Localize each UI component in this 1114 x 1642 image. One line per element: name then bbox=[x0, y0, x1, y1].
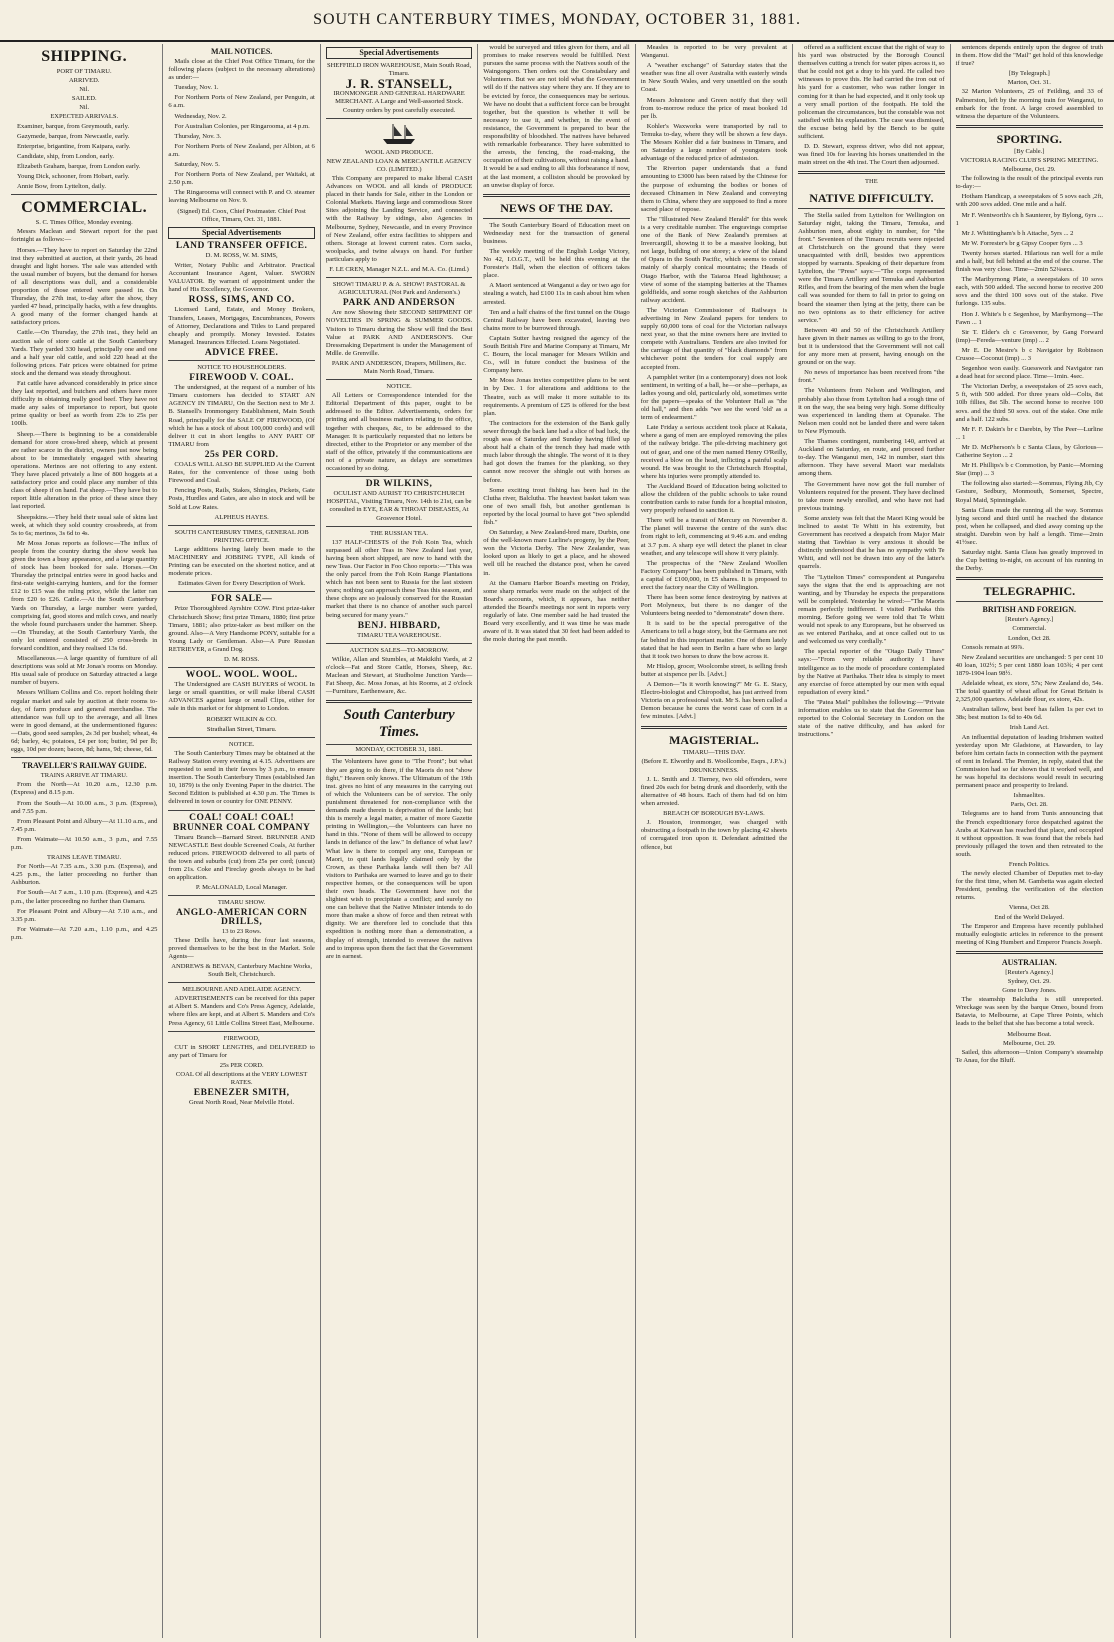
editorial-continued: would be surveyed and titles given for them, and all promises to make reserves would be fulfilled. Next pursues the same process with the Natives south of the Waingongoro. Then orders out the Constabulary and Volunteers. But we are not told what the Government will do if the natives stay where they are. If they are to be evicted by force, the consequences may be serious. We have no doubt that a sufficient force can be brought together, but the question is whether it will be necessary to use it, and whether, in the event of resistance, the Government is prepared to bear the responsibility of bloodshed. The natives have behaved with remarkable forbearance. They have submitted to the arrests, the fencing, the road-making, the occupation of their cultivations, without raising a hand. It would be a sad ending to all this forbearance if now, at the last moment, a collision should be provoked by an unwise display of force. bbox=[483, 44, 630, 189]
paragraph: From the South—At 10.00 a.m., 3 p.m. (Express), and 7.55 p.m. bbox=[11, 799, 158, 815]
paragraph: A Demon—"Is it worth knowing?" Mr G. E. Stacy, Electro-biologist and Chiropodist, has just arrived from Victoria on a professional visit. Mr S. has been called a Demon because he cures the worst case of corn in a few minutes. [Advt.] bbox=[640, 681, 788, 721]
divider bbox=[798, 171, 944, 174]
breach-heading: BREACH OF BOROUGH BY-LAWS. bbox=[663, 810, 765, 818]
paragraph: For Australian Colonies, per Ringarooma, at 4 p.m. bbox=[174, 122, 310, 130]
nz-loan-text: This Company are prepared to make liberal CASH Advances on WOOL and all kinds of PRODUCE placed in their hands for Sale, either in the London or Colonial Markets. Having large and commodious Store Sites adjoining the Landing Service, and connected with the Railway by sidings, also Agencies in Melbourne, Sydney, Newcastle, and in every Province of New Zealand, offer extra facilities to shippers and others. Storage at lowest current rates. Corn sacks, woolpacks, and twine always on hand. For further particulars apply to bbox=[325, 174, 473, 263]
divider bbox=[326, 379, 472, 380]
shipping-heading: SHIPPING. bbox=[41, 48, 128, 65]
railway-guide-heading: TRAVELLER'S RAILWAY GUIDE. bbox=[21, 761, 147, 771]
divider bbox=[956, 951, 1103, 954]
paragraph: Fat cattle have advanced considerably in price since they last reported, and butchers and others have more difficulty in obtaining really good beef. They have not made any sales of importance to report, but quote prime quality or beef as worth from 23s to 25s per 100lb. bbox=[11, 380, 158, 428]
firewood2-price: 25s PER CORD. bbox=[219, 1061, 264, 1069]
the-label: THE bbox=[865, 178, 878, 186]
by-cable: [By Cable.] bbox=[1014, 147, 1045, 155]
divider bbox=[641, 726, 787, 729]
hibbard-address: TIMARU TEA WAREHOUSE. bbox=[357, 631, 441, 639]
sporting-heading: SPORTING. bbox=[996, 131, 1062, 146]
ebenezer-address: Great North Road, Near Melville Hotel. bbox=[188, 1099, 295, 1107]
paragraph: The Thames contingent, numbering 140, arrived at Auckland on Saturday, en route, and proceed further to-day. The Wanganui men, 142 in number, start this afternoon. They have several Maori war medalists among them. bbox=[798, 438, 945, 478]
andrews-bevan: ANDREWS & BEVAN, Canterbury Machine Works, South Belt, Christchurch. bbox=[171, 963, 313, 979]
irish-land-heading: Irish Land Act. bbox=[1009, 724, 1049, 732]
paragraph: The following is the result of the principal events run to-day:— bbox=[955, 175, 1103, 191]
paragraph: The Auckland Board of Education being solicited to allow the children of the public schools to take round contribution cards to raise funds for a hospital mission, very properly refused to sanction it. bbox=[640, 482, 788, 515]
magisterial-continued: offered as a sufficient excuse that the right of way to his yard was obstructed by the Borough Council themselves cutting a trench for water pipes across it, so that he could not get a dray to his yard. He called two witnesses to prove this. He had carried the iron out of his yard for a customer, who was rather longer in coming for it than he had expected, and it only took up a very small portion of the footpath. He told the policeman the circumstances, but the constable was not satisfied with his explanation. The case was dismissed, the excuse being held by the Bench to be quite sufficient. bbox=[798, 44, 945, 141]
notice-text: The South Canterbury Times may be obtained at the Railway Station every evening at 4.15. Advertisers are requested to send in their favors by 3 p.m., to ensure insertion. The South Canterbury Times (established Jan 10, 1879) is the only Evening Paper in the district. The Second Edition is published at 4.30 p.m. The Times is delivered in town or country for ONE PENNY. bbox=[168, 749, 315, 806]
paper-nameplate: South Canterbury Times. bbox=[343, 707, 455, 741]
paragraph: Measles is reported to be very prevalent at Wanganui. bbox=[640, 44, 788, 60]
divider bbox=[11, 757, 157, 758]
advice-free: ADVICE FREE. bbox=[204, 347, 279, 358]
ross-firm-text: Licensed Land, Estate, and Money Brokers, Transfers, Leases, Mortgages, Encumbrances, Powers of Attorney, Declarations and Titles to Land prepared cheaply and promptly. Money Invested. Estates Managed. Insurances Effected. Loans Negotiated. bbox=[168, 306, 315, 346]
divider bbox=[326, 700, 472, 703]
paragraph: Sheepskins.—They held their usual sale of skins last week, at which they sold country crossbreds, at from 5s to 6s; merinos, 3s 6d to 4s. bbox=[11, 513, 158, 537]
paragraph: The South Canterbury Board of Education meet on Wednesday next for the transaction of general business. bbox=[483, 221, 630, 245]
paragraph: Adelaide wheat, ex store, 57s; New Zealand do, 54s. The total quantity of wheat afloat for Great Britain is 2,325,000 quarters. Adelaide flour, ex store, 42s. bbox=[955, 680, 1103, 704]
paragraph: Young Dick, schooner, from Hobart, early. bbox=[17, 173, 130, 181]
divider bbox=[168, 737, 314, 738]
paragraph: Consols remain at 99⅞. bbox=[961, 643, 1025, 651]
firewood-text: The undersigned, at the request of a number of his Timaru customers has decided to START AN AGENCY IN TIMARU, On the Section next to Mr J. B. Stansell's Ironmongery Establishment, Main South Road, principally for the SALE OF FIREWOOD, (Of which he has a stock of about 100,000 cords) and will deliver it cut in short lengths to ANY PART OF TIMARU from bbox=[168, 384, 315, 448]
vrc-heading: VICTORIA RACING CLUB'S SPRING MEETING. bbox=[960, 156, 1099, 164]
park-anderson-heading: PARK AND ANDERSON bbox=[342, 298, 456, 309]
divider bbox=[168, 360, 314, 361]
tea-text: 137 HALF-CHESTS of the Foh Koin Tea, which surpassed all other Teas in New Zealand last year, having been short shipped, are now to hand with the new Teas. Our Factor in Foo Choo reports:—"This was the only parcel from the Foh Koin Range Plantations which has not been sent to Russia for the last sixteen years; nothing can approach these Teas this season, and these chops are so jealously conserved for the Russian market that there is no chance of another such parcel being secured for many years." bbox=[325, 538, 473, 619]
by-telegraph: [By Telegraph.] bbox=[1008, 70, 1050, 78]
davy-jones-heading: Gone to Davy Jones. bbox=[1002, 987, 1057, 995]
columns bbox=[6, 44, 1108, 1638]
magisterial-text-2: J. Houston, ironmonger, was charged with obstructing a footpath in the town by placing 42 sheets of corrugated iron upon it. Defendant admitted the offence, but bbox=[640, 819, 788, 851]
paragraph: New Zealand securities are unchanged: 5 per cent 10 40 loan, 102½; 5 per cent 1880 loan 103¾; 4 per cent 1879-1904 loan 98½. bbox=[955, 653, 1103, 677]
wilkins-heading: DR WILKINS, bbox=[365, 479, 433, 490]
paragraph: From Pleasant Point and Albury—At 11.10 a.m., and 7.45 p.m. bbox=[11, 817, 158, 833]
divider bbox=[168, 667, 314, 668]
irish-text: An influential deputation of leading Irishmen waited yesterday upon Mr Gladstone, at Hawarden, to lay before him certain facts in connection with the payment of rent in Ireland. The Premier, in reply, stated that the Commission had so far shown that it worked well, and he was hopeful its decisions would result in securing permanent peace and prosperity to Ireland. bbox=[955, 733, 1103, 790]
divider bbox=[326, 526, 472, 527]
fencing-text: Fencing Posts, Rails, Stakes, Shingles, Pickets, Gate Posts, Hurdles and Gates, are also in stock and will be Sold at Low Rates. bbox=[168, 487, 315, 511]
paragraph: Mr D. McPherson's b c Santa Claus, by Glorious—Catherine Seyton ... 2 bbox=[955, 443, 1103, 460]
paragraph: For Waimate—At 7.20 a.m., 1.10 p.m., and 4.25 p.m. bbox=[11, 925, 158, 941]
marton-date: Marton, Oct. 31. bbox=[1007, 79, 1051, 87]
paragraph: Mr E. De Mestre's b c Navigator by Robinson Crusoe—Coconut (imp) ... 3 bbox=[955, 346, 1103, 362]
paragraph: Enterprise, brigantine, from Kaipara, early. bbox=[17, 142, 131, 150]
paragraph: Australian tallow, best beef has fallen 1s per cwt to 38s; best mutton 1s 6d to 40s 6d. bbox=[955, 706, 1103, 722]
ross-names: D. M. ROSS, W. M. SIMS, bbox=[205, 251, 278, 259]
paragraph: Late Friday a serious accident took place at Kakaia, where a gang of men are employed removing the piles of the railway bridge. The pile-driving machinery got out of gear, and one of the men named Henry O'Reilly, received a blow on the head, inflicting a painful scalp wound. He was brought to the Christchurch Hospital, where his injuries were promptly attended to. bbox=[640, 424, 788, 480]
end-world-heading: End of the World Delayed. bbox=[994, 913, 1065, 921]
paragraph: Segenhoe won easily. Guesswork and Navigator ran a dead heat for second place. Time—1min. 4sec. bbox=[955, 365, 1103, 381]
divider bbox=[483, 218, 629, 219]
paragraph: Examiner, barque, from Greymouth, early. bbox=[17, 122, 130, 130]
paragraph: Mr J. Whittingham's b h Attache, 5yrs ... 2 bbox=[961, 229, 1074, 237]
paragraph: Twenty horses started. Hilarious ran well for a mile and a half, but fell behind at the end of the course. The finish was very close. Time—2min 52¼secs. bbox=[955, 249, 1103, 274]
divider bbox=[168, 525, 314, 526]
wool-produce-heading: WOOL AND PRODUCE. bbox=[364, 148, 434, 156]
divider bbox=[168, 810, 314, 811]
commercial-text bbox=[11, 228, 157, 754]
wilkin-name: ROBERT WILKIN & CO. bbox=[206, 715, 277, 723]
divider bbox=[956, 601, 1103, 602]
paragraph: On Saturday, a New Zealand-bred mare, Durbin, one of the well-known mare Lurline's progeny, by the Peer, won the Victoria Derby. The New Zealander, was looked upon as likely to get a place, and he showed well till he reached the distance post, when he caved in. bbox=[483, 529, 630, 577]
paragraph: Miscellaneous.—A large quantity of furniture of all descriptions was sold at Mr Jonas's rooms on Monday. His usual sale of produce on Saturday attracted a large number of buyers. bbox=[11, 655, 158, 687]
wool-heading: WOOL. WOOL. WOOL. bbox=[185, 670, 298, 681]
divider bbox=[11, 194, 157, 195]
mail-signature: (Signed) Ed. Coox, Chief Postmaster. Chief Post Office, Timaru, Oct. 31, 1881. bbox=[177, 207, 306, 223]
paragraph: Mr F. Wentworth's ch h Saunterer, by Bylong, 6yrs ... 1 bbox=[955, 211, 1103, 227]
coal-rates: COAL Of all descriptions at the VERY LOWEST RATES. bbox=[175, 1071, 308, 1087]
news-items bbox=[641, 44, 787, 722]
show-heading: SHOW! TIMARU P. & A. SHOW! PASTORAL & AGRICULTURAL (Not Park and Anderson's.) bbox=[332, 281, 466, 297]
wool-text: The Undersigned are CASH BUYERS of WOOL In large or small quantities, or will make liberal CASH ADVANCES against large or small Clips, either for sale in this market or for shipment to London. bbox=[168, 681, 315, 713]
paragraph: Mr W. Forrester's br g Gipsy Cooper 6yrs ... 3 bbox=[961, 239, 1083, 247]
paragraph: No news of importance has been received from "the front." bbox=[798, 369, 945, 385]
paragraph: A Maori sentenced at Wanganui a day or two ago for stealing a watch, had £100 11s in cash about him when arrested. bbox=[483, 282, 630, 306]
stansell-text: IRONMONGER AND GENERAL HARDWARE MERCHANT. A Large and Well-assorted Stock. Country orders by post carefully executed. bbox=[333, 90, 465, 114]
marton-text: 32 Marton Volunteers, 25 of Feilding, and 33 of Palmerston, left by the morning train for Wanganui, to embark for the front. A large crowd assembled to witness the departure of the Volunteers. bbox=[955, 88, 1103, 120]
sailed-nil: Nil. bbox=[79, 104, 90, 112]
macdonald: P. McALONALD, Local Manager. bbox=[195, 884, 288, 892]
paragraph: It is said to be the special prerogative of the Americans to tell a huge story, but the Germans are not far behind in this important matter. One of them lately stated that he had seen in Berlin a hare who so large that it took two horses to draw the bow across it. bbox=[640, 620, 788, 660]
notice-heading: NOTICE. bbox=[386, 383, 412, 391]
column-2 bbox=[163, 44, 320, 1638]
column-4 bbox=[478, 44, 635, 1638]
ross-text: Writer, Notary Public and Arbitrator. Practical Accountant Insurance Agent, Valuer. SWORN VALUATOR. By warrant of appointment under the hand of His Excellency, the Governor. bbox=[168, 261, 315, 294]
native-difficulty-heading: NATIVE DIFFICULTY. bbox=[809, 190, 934, 205]
firewood-heading: FIREWOOD V. COAL. bbox=[189, 373, 294, 384]
paragraph: The Ringarooma will connect with P. and O. steamer leaving Melbourne on Nov. 9. bbox=[168, 189, 315, 205]
editorial-text: The Volunteers have gone to "The Front"; but what they are going to do there, if the Maoris do not "show fight," Heaven only knows. The Ultimatum of the 19th inst. gives no hint of any measures in the carrying out of which the Volunteers can be of service. The only punishment threatened for non-compliance with the demands made therein is deprivation of the lands; but this is merely a legal matter, a matter of more Gazette printing in Wellington,—the Volunteers can have no hand in this. "None of them will be allowed to occupy lands in defiance of the law." In defiance of what law? What law is there to compel any one, European or Maori, to quit lands legally claimed only by the Crown, as these Parihaka lands will then be? All visitors to Parihaka are warned to leave and go to their respective homes, or the consequences will be upon their own heads. The Government have not the slightest wish to precipitate a conflict; and surely no one can believe that the Native Minister intends to do more than make a show of force and then retreat with dignity. We are therefore led to conclude that this expedition is nothing more than a demonstration, a display of strength, intended to overawe the natives and to impress upon them the fact that the Government are in earnest. bbox=[325, 758, 473, 960]
commercial-heading: Commercial. bbox=[1012, 625, 1047, 633]
paragraph: Saturday, Nov. 5. bbox=[174, 161, 220, 169]
divider bbox=[798, 208, 944, 209]
paragraph: Mr Moss Jonas reports as follows:—The influx of people from the country during the show week has given the town a busy appearance, and a large quantity of stock has been booked for sale. Horses.—On Thursday the principal entries were in good hacks and first-rate weight-carrying hunters, and for the former £12 to £15 was the ruling price, while the latter ran from £20 to £26. Cattle.—At the South Canterbury Yards on Thursday, a large number were yarded, comprising fat, good stores and milch cows, and nearly the whole found purchasers under the hammer. Sheep.—On Thursday, at the South Canterbury Yards, the only lot entered consisted of 250 cross-breds in forward condition, and they realised 13s 6d. bbox=[11, 539, 158, 652]
paragraph: For North—At 7.35 a.m., 3.30 p.m. (Express), and 4.25 p.m., the latter proceeding no further than Ashburton. bbox=[11, 863, 158, 887]
commercial-text bbox=[956, 644, 1103, 723]
auction-heading: AUCTION SALES—TO-MORROW. bbox=[349, 646, 449, 654]
paragraph: The weekly meeting of the English Lodge Victory, No 42, I.O.G.T., will be held this evening at the Forester's Hall, when the election of officers takes place. bbox=[483, 247, 630, 280]
end-world-text: The Emperor and Empress have recently published mutually eulogistic articles in reference to the present meeting of King Humbert and Emperor Francis Joseph. bbox=[955, 922, 1103, 946]
column-1 bbox=[6, 44, 163, 1638]
paragraph: For Northern Ports of New Zealand, per Penguin, at 6 a.m. bbox=[168, 94, 315, 110]
french-politics-heading: French Politics. bbox=[1008, 860, 1050, 868]
job-text: Large additions having lately been made to the MACHINERY and JOBBING TYPE, All kinds of Printing can be executed on the shortest notice, and at moderate prices. bbox=[168, 545, 315, 578]
magisterial-before: (Before E. Elworthy and B. Woollcombe, Esqrs., J.P.'s.) bbox=[641, 757, 787, 765]
masthead: SOUTH CANTERBURY TIMES, MONDAY, OCTOBER 31, 1881. bbox=[0, 0, 1114, 42]
drunkenness-heading: DRUNKENNESS. bbox=[689, 766, 739, 774]
le-cren: F. LE CREN, Manager N.Z.L. and M.A. Co. (Limd.) bbox=[329, 265, 469, 273]
wilkins-text: OCULIST AND AURIST TO CHRISTCHURCH HOSPITAL, Visiting Timaru, Nov. 14th to 21st, can be consulted in EYE, EAR & THROAT DISEASES, At Grosvenor Hotel. bbox=[326, 490, 472, 522]
expected-heading: EXPECTED ARRIVALS. bbox=[50, 113, 119, 121]
paragraph: Kohler's Waxworks were transported by rail to Temuka to-day, where they will be shown a few days. The Messrs Kohler did a fair business in Timaru, and on Saturday a large number of youngsters took advantage of the reduced price of admission. bbox=[640, 122, 788, 163]
paragraph: Ten and a half chains of the first tunnel on the Otago Central Railway have been excavated, leaving two chains more to be burrowed through. bbox=[483, 308, 630, 332]
paragraph: Hon J. White's b c Segenhoe, by Maribyrnong—The Fawn ... 1 bbox=[955, 310, 1103, 326]
notice-heading: NOTICE. bbox=[228, 740, 255, 748]
column-5 bbox=[636, 44, 793, 1638]
stansell-heading: J. R. STANSELL, bbox=[345, 76, 453, 92]
nz-loan-heading: NEW ZEALAND LOAN & MERCANTILE AGENCY CO. (LIMITED.) bbox=[326, 157, 472, 173]
arrived-nil: Nil. bbox=[79, 86, 90, 94]
paragraph: Candidate, ship, from London, early. bbox=[17, 152, 114, 160]
paragraph: The Victorian Commissioner of Railways is advertising in New Zealand papers for tenders to supply 60,000 tons of coal for the Victorian railways next year, so that the mine owners here are invited to compete with Australians. Tenders are also invited for the carriage of that quantity of "black diamonds" from whichever point the tenders for coal supply are accepted from. bbox=[640, 306, 788, 371]
divider bbox=[168, 982, 314, 983]
land-transfer-heading: LAND TRANSFER OFFICE. bbox=[175, 240, 308, 251]
paragraph: Tuesday, Nov. 1. bbox=[174, 84, 219, 92]
paragraph: A pamphlet writer (in a contemporary) does not look sentiment, in writing of a ball, he—or she—perhaps, as ladies young and old, particularly old, sometimes write for the papers—speaks of the Volunteer Hall as "the old hall," and then adds "we see the word 'old' as a term of endearment." bbox=[640, 373, 788, 422]
divider bbox=[326, 476, 472, 477]
paragraph: For Northern Ports of New Zealand, per Waitaki, at 2.50 p.m. bbox=[168, 171, 315, 187]
paragraph: Wednesday, Nov. 2. bbox=[174, 112, 227, 120]
paragraph: The following also started:—Sommus, Flying Jib, Cy Gesture, Sedbury, Monmouth, Somerset, Spectre, Royal Maid, Spinningdale. bbox=[955, 480, 1103, 504]
paragraph: At the Oamaru Harbor Board's meeting on Friday, some sharp remarks were made on the subject of the Board's accounts, which, it appears, has neither attended the Board's meetings nor sent in reports very regularly of late. One member said he had trusted the Board very excellently, and it was time he was made aware of it. It was stated that 30 feet had been added to the mole during the past month. bbox=[483, 579, 630, 644]
paragraph: Messrs William Collins and Co. report holding their regular market and sale by auction at their rooms to-day, of farm produce and general merchandise. The attendance was full up to the average, and all lines were in good demand, at the undermentioned figures:—Oats, good seed samples, 2s 3d per bushel; wheat, 4s 6d; barley, 4s; potatoes, £4 per ton; butter, 9d per lb; eggs, 10d per dozen; bacon, 8d; hams, 9d; cheese, 6d. bbox=[11, 689, 158, 754]
commercial-heading: COMMERCIAL. bbox=[21, 199, 148, 217]
paragraph: The Maribyrnong Plate, a sweepstakes of 10 sovs each, with 500 added. The second horse to receive 200 sovs and the third 100 sovs out of the stake. Five furlongs. 135 subs. bbox=[955, 276, 1103, 308]
divider bbox=[326, 277, 472, 278]
estimates-line: Estimates Given for Every Description of Work. bbox=[177, 580, 306, 588]
paragraph: Captain Sutter having resigned the agency of the South British Fire and Marine Company at Timaru, Mr C. Bourn, the local manager for Messrs Wilkin and Co., will in future conduct the business of the Company here. bbox=[483, 334, 630, 375]
divider bbox=[168, 895, 314, 896]
paragraph: The prospectus of the "New Zealand Woollen Factory Company" has been published in Timaru, with a capital of £100,000, in £5 shares. It is proposed to erect the factory near the City of Wellington. bbox=[640, 559, 788, 591]
alpheus-hayes: ALPHEUS HAYES. bbox=[214, 513, 269, 521]
paris-date: Paris, Oct. 28. bbox=[1010, 801, 1048, 809]
paragraph: The "Patea Mail" publishes the following:—"Private information enables us to state that the Governor has reported to the Colonial Secretary in London on the state of the native difficulty, and has asked for instructions." bbox=[798, 698, 945, 739]
paragraph: The contractors for the extension of the Bank gully sewer through the back lane had a slice of bad luck, the rough seas of Saturday and Sunday having filled up about half a chain of the trench they had made with much labor through the shingle. The worst of it is they had got down the frames for the planking, so they cannot now recover the shingle out with horses as before. bbox=[483, 419, 630, 484]
ishmaelites-text: Telegrams are to hand from Tunis announcing that the French expeditionary force despatched against the Arabs at Kairwan has reached that place, and occupied it without opposition. It was found that the rebels had previously pillaged the town and then retreated to the south. bbox=[955, 810, 1103, 858]
melbourne-text: ADVERTISEMENTS can be received for this paper at Albert S. Manders and Co's Press Agency, Adelaide, where files are kept, and at Albert S. Manders and Co's Press Agency, 61 Little Collins Street East, Melbourne. bbox=[168, 995, 315, 1027]
leave-list bbox=[11, 863, 157, 942]
magisterial-heading: MAGISTERIAL. bbox=[669, 732, 759, 747]
sydney-date: Sydney, Oct. 29. bbox=[1007, 978, 1051, 985]
magisterial-text-1: J. L. Smith and J. Tierney, two old offenders, were fined 20s each for being drunk and disorderly, with the alternative of 48 hours. Each of them had 6d on him when arrested. bbox=[640, 775, 788, 808]
sporting-text bbox=[956, 175, 1103, 573]
telegraphic-heading: TELEGRAPHIC. bbox=[983, 584, 1076, 599]
paragraph: Mr F. F. Dakin's br c Darebin, by The Peer—Lurline ... 1 bbox=[955, 425, 1103, 441]
paragraph: Some anxiety was felt that the Maori King would be inclined to assist Te Whiti in his extremity, but Government has received a despatch from Major Mair stating that Tawhiao is very anxious it should be distinctly understood that he has no sympathy with Te Whiti, and will not be drawn into any of the latter's quarrels. bbox=[798, 514, 945, 571]
melbourne-agency: MELBOURNE AND ADELAIDE AGENCY. bbox=[182, 986, 302, 994]
firewood2-heading: FIREWOOD, bbox=[223, 1034, 260, 1042]
paragraph: Some exciting trout fishing has been had in the Clutha river, Balclutha. The heaviest basket taken was one of two small fish, but another gentleman is reported by the local journal to have got "two splendid fish." bbox=[483, 486, 630, 526]
for-sale-heading: FOR SALE— bbox=[211, 594, 273, 605]
for-sale-text: Prize Thoroughbred Ayrshire COW. First prize-taker Christchurch Show; first prize Timaru, 1880; first prize Timaru, 1881; also prize-taker as best milker on the ground. Also—A Very Handsome PONY, suitable for a Young Lady or Gentleman. Also—A Pure Russian RETRIEVER, a Grand Dog. bbox=[168, 605, 315, 653]
paragraph: For Pleasant Point and Albury—At 7.10 a.m., and 3.35 p.m. bbox=[11, 907, 158, 923]
column-3 bbox=[321, 44, 478, 1638]
paragraph: Cattle.—On Thursday, the 27th inst., they held an auction sale of store cattle at the South Canterbury Yards. They yarded 330 head, principally one and one and a half year old cattle, and sold 220 head at the following prices. Fair prices were obtained for prime stock and the demand was steady throughout. bbox=[11, 329, 158, 377]
arrived-heading: ARRIVED. bbox=[68, 77, 100, 85]
drills-sub: 13 to 23 Rows. bbox=[221, 927, 262, 935]
paragraph: A "weather exchange" of Saturday states that the weather was fine all over Australia with easterly winds in New South Wales, and very unsettled on the south Coast. bbox=[640, 62, 788, 94]
native-continued: sentences depends entirely upon the degree of truth in them. How did the "Mail" get hold of this knowledge if true? bbox=[955, 44, 1103, 68]
paragraph: Gazymede, barque, from Newcastle, early. bbox=[17, 132, 130, 140]
paragraph: The Government have now got the full number of Volunteers required for the present. They have declined to take more newly enrolled, and who have not had previous training. bbox=[798, 480, 945, 512]
native-text bbox=[798, 212, 944, 740]
coal-heading: COAL! COAL! COAL! bbox=[189, 812, 295, 823]
firewood2-text: CUT in SHORT LENGTHS, and DELIVERED to any part of Timaru for bbox=[168, 1043, 315, 1059]
ishmaelites-heading: Ishmaelites. bbox=[1013, 792, 1045, 800]
hibbard-name: BENJ. HIBBARD, bbox=[357, 620, 441, 631]
wilkin-address: Strathallan Street, Timaru. bbox=[206, 725, 277, 733]
melbourne-boat-heading: Melbourne Boat. bbox=[1007, 1030, 1052, 1038]
park-signature: PARK AND ANDERSON, Drapers, Milliners, &c. Main North Road, Timaru. bbox=[331, 359, 467, 375]
paragraph: Horses.—They have to report on Saturday the 22nd inst they submitted at auction, at their yards, 26 head draught and light horses. The sale was attended with the usual number of buyers, but the demand for horses of all descriptions was dull, and a considerable proportion of those entered were passed in. On Thursday, the 27th inst, to-day after the show, they yarded 47 head, principally hacks, with a few draughts. A good many of the former changed hands at satisfactory prices. bbox=[11, 246, 158, 327]
russian-tea-heading: THE RUSSIAN TEA. bbox=[370, 529, 428, 537]
paragraph: For South—At 7 a.m., 1.10 p.m. (Express), and 4.25 p.m., the latter proceeding no further than Oamaru. bbox=[11, 889, 158, 905]
job-printing-heading: SOUTH CANTERBURY TIMES, GENERAL JOB PRINTING OFFICE. bbox=[174, 528, 309, 544]
reuters-agency: [Reuter's Agency.] bbox=[1005, 616, 1054, 624]
paragraph: The Stella sailed from Lyttelton for Wellington on Saturday night, taking the Timaru, Temuka, and Ashburton men, about eighty in number, for "the front." Seventeen of the Timaru recruits were rejected at Christchurch on the ground that they were unacquainted with drill, besides two apprentices stopped by warrants. Speaking of their departure from Lyttelton, the "Press" says:—"The corps represented were the Timaru Artillery and Temuka and Ashburton Rifles, and from the bearing of the men when the bugle call was sounded for them to fall in prior to going on board the steamer then lying at the jetty, there can be no two opinions as to their efficiency for active service." bbox=[798, 211, 945, 324]
ship-icon bbox=[379, 122, 419, 146]
ebenezer-smith: EBENEZER SMITH, bbox=[193, 1088, 290, 1099]
paragraph: Saturday night. Santa Claus has greatly improved in the Cup betting to-night, on account of his running in the Derby. bbox=[955, 549, 1103, 573]
sailed-heading: SAILED. bbox=[71, 95, 97, 103]
paragraph: For Northern Ports of New Zealand, per Albion, at 6 a.m. bbox=[168, 142, 315, 158]
brunner-text: Timaru Branch—Barnard Street. BRUNNER AND NEWCASTLE Best double Screened Coals, At further reduced prices. FIREWOOD delivered to all parts of the town and suburbs (cut) from 25s per cord; (uncut) from 21s. Coke and Fireclay goods always to be had on application. bbox=[168, 833, 315, 882]
firewood-price: 25s PER CORD. bbox=[204, 449, 279, 460]
paragraph: Between 40 and 50 of the Christchurch Artillery have given in their names as willing to go to the front, but it is understood that the Government will not call for any more men at present, having enough on the ground or on the way. bbox=[798, 326, 945, 367]
special-ads-heading: Special Advertisements bbox=[326, 47, 472, 59]
paragraph: The special reporter of the "Otago Daily Times" says:—"From very reliable authority I have intelligence as to the mode of procedure contemplated by the Native at Parihaka. Their idea is simply to meet any exercise of force attempted by our men with equal repudiation of every kind." bbox=[798, 648, 945, 696]
paragraph: Sheep.—There is beginning to be a considerable demand for store cross-bred sheep, which at present are rather scarce in the district, owners just now being about to be immediately engaged with shearing operations. Merinos are not offering to any extent. They have placed privately a line of 800 hoggets at a satisfactory price and could place any number of this class of sheep if on hand. Fat sheep.—They have but to report little alteration in the price of these since they last reported. bbox=[11, 430, 158, 511]
paragraph: Thursday, Nov. 3. bbox=[174, 132, 222, 140]
paragraph: Annie Bow, from Lyttelton, daily. bbox=[17, 183, 107, 191]
paragraph: The Riverton paper understands that a fund amounting to £3000 has been raised by the Chinese for the purpose of exhuming the bodies or bones of deceased Chinamen in New Zealand and conveying them to China, where they are supposed to find a more sacred place of repose. bbox=[640, 165, 788, 213]
arrivals-list bbox=[11, 123, 157, 192]
mail-notices-heading: MAIL NOTICES. bbox=[210, 47, 273, 56]
paragraph: Messrs Maclean and Stewart report for the past fortnight as follows:— bbox=[11, 228, 158, 244]
issue-date: MONDAY, OCTOBER 31, 1881. bbox=[326, 744, 472, 756]
auction-text: Wilkie, Allan and Stumbles, at Makikihi Yards, at 2 o'clock—Fat and Store Cattle, Horses, Sheep, &c. Maclean and Stewart, at Studholme Junction Yards—Fat Sheep, &c. Moss Jonas, at his Rooms, at 2 o'clock—Furniture, Earthenware, &c. bbox=[325, 655, 473, 696]
paragraph: The "Illustrated New Zealand Herald" for this week is a very creditable number. The engravings comprise one of the Bank of New Zealand's premises at Invercargill, showing it to be a massive looking, but not large, building of one storey; a view of the island of Opara in the South Pacific, which seems to consist mainly of sharply conical mountains; the Heads of Otago Harbor, with the Taiaroa Head lighthouse; a view of some of the stamping batteries at the Thames goldfields, and some rough sketches of the Ashburton railway accident. bbox=[640, 215, 788, 304]
paragraph: Santa Claus made the running all the way. Sommus lying second and third until he reached the distance post, when he collapsed, and died away coming up the straight. Darebin won by half a length. Time—2min 41½sec. bbox=[955, 506, 1103, 546]
mail-text bbox=[168, 58, 314, 206]
reuters-agency-2: [Reuter's Agency.] bbox=[1005, 968, 1054, 976]
brunner-heading: BRUNNER COAL COMPANY bbox=[172, 822, 311, 833]
french-text: The newly elected Chamber of Deputies met to-day for the first time, when M. Gambetta was again elected President, pending the verification of the election returns. bbox=[955, 870, 1103, 902]
arrive-list bbox=[11, 781, 157, 852]
coals-text: COALS WILL ALSO BE SUPPLIED At the Current Rates, for the convenience of those using both Firewood and Coal. bbox=[168, 461, 315, 485]
london-date: London, Oct 28. bbox=[1007, 634, 1051, 642]
divider bbox=[483, 194, 629, 197]
paragraph: There will be a transit of Mercury on November 8. The planet will traverse the centre of the sun's disc from right to left, commencing at 9.46 a.m. and ending at 3.7 p.m. A sharp eye will detect the planet in clear weather, and any telescope will show it very plainly. bbox=[640, 517, 788, 557]
divider bbox=[326, 118, 472, 119]
divider bbox=[168, 1031, 314, 1032]
paragraph: Mails close at the Chief Post Office Timaru, for the following places (subject to the necessary alterations) as under:— bbox=[168, 58, 315, 82]
paragraph: The Volunteers from Nelson and Wellington, and probably also those from Lyttelton had a rough time of it on the way, the sea being very high. Some difficulty was experienced in landing them at Opunake. The Nelson men could not be landed there and were taken to New Plymouth. bbox=[798, 387, 945, 435]
news-of-the-day-heading: NEWS OF THE DAY. bbox=[500, 200, 613, 215]
magisterial-sub: TIMARU—THIS DAY. bbox=[682, 748, 746, 756]
paragraph: The Victorian Derby, a sweepstakes of 25 sovs each, 5 ft, with 500 added. For three years old—Colts, 8st 10lb fillies, 8st 5lb. The second horse to receive 100 sovs. and the third 50 sovs. out of the stake. One mile and a half. 122 subs. bbox=[955, 383, 1103, 423]
magisterial-continued-2: D. D. Stewart, express driver, who did not appear, was fined 10s for leaving his horses unattended in the main street on the 4th inst. The Court then adjourned. bbox=[798, 143, 945, 167]
divider bbox=[956, 577, 1103, 580]
householders-heading: NOTICE TO HOUSEHOLDERS. bbox=[197, 364, 287, 371]
paragraph: Hotham Handicap, a sweepstakes of 5 sovs each ,2ft, with 200 sovs added. One mile and a half. bbox=[955, 193, 1103, 209]
drills-text: These Drills have, during the four last seasons, proved themselves to be the best in the Market. Sole Agents— bbox=[168, 936, 315, 960]
australian-heading: AUSTRALIAN. bbox=[1001, 957, 1057, 967]
commercial-sub: S. C. Times Office, Monday evening. bbox=[35, 219, 133, 227]
special-ads-heading: Special Advertisements bbox=[168, 227, 314, 239]
paragraph: Mr H. Phillips's b c Commotion, by Panic—Morning Star (imp) ... 3 bbox=[955, 462, 1103, 478]
trains-arrive-heading: TRAINS ARRIVE AT TIMARU. bbox=[40, 772, 128, 780]
drills-heading: ANGLO-AMERICAN CORN DRILLS, bbox=[176, 908, 308, 927]
ross-firm: ROSS, SIMS, AND CO. bbox=[188, 295, 295, 306]
notice-text: All Letters or Correspondence intended for the Editorial Department of this paper, ought to be addressed to the Editor. Advertisements, orders for printing and all business matters relating to the office, together with cheques, &c, to be addressed to the Manager. It is particularly requested that no letters be directed, either to the Proprietor or any member of the staff of the office, privately if the communications are not of a private nature, as delays are sometimes occasioned by so doing. bbox=[325, 392, 473, 473]
paragraph: Mr Hislop, grocer, Woolcombe street, is selling fresh butter at sixpence per lb. [Advt.] bbox=[640, 662, 788, 678]
column-7 bbox=[951, 44, 1108, 1638]
paragraph: Sir T. Elder's ch c Grosvenor, by Gang Forward (imp)—Fereda—venture (imp) ... 2 bbox=[955, 328, 1103, 344]
paragraph: Elizabeth Graham, barque, from London early. bbox=[17, 162, 141, 170]
divider bbox=[956, 125, 1103, 128]
sheffield-heading: SHEFFIELD IRON WAREHOUSE, Main South Road, Timaru. bbox=[326, 62, 472, 78]
melbourne-boat-date: Melbourne, Oct. 29. bbox=[1003, 1039, 1056, 1047]
column-6 bbox=[793, 44, 950, 1638]
paragraph: Messrs Johnstone and Green notify that they will from to-morrow reduce the price of meat booked 1d per lb. bbox=[640, 96, 788, 120]
paragraph: From Waimate—At 10.50 a.m., 3 p.m., and 7.55 p.m. bbox=[11, 835, 158, 851]
divider bbox=[326, 643, 472, 644]
davy-text: The steamship Balclutha is still unreported. Wreckage was seen by the barque Omeo, bound from Batavia, to Melbourne, at Cape Three Points, which leads to the belief that she has become a total wreck. bbox=[955, 996, 1103, 1028]
divider bbox=[168, 591, 314, 592]
trains-leave-heading: TRAINS LEAVE TIMARU. bbox=[47, 854, 122, 862]
melbourne-date: Melbourne, Oct. 29. bbox=[1003, 166, 1056, 174]
timaru-show: TIMARU SHOW. bbox=[217, 899, 266, 907]
paragraph: The "Lyttelton Times" correspondent at Pungarehu says the signs that the end is approaching are not wanting, and by Thursday he expects the preparations will be completed. Yesterday he wired:—"The Maoris remain perfectly indifferent. I visited Parihaka this morning. Before going we were told that Te Whiti would not speak to any Europeans, but he observed us as we entered Parihaka, and at once called out to us and welcomed us very cordially." bbox=[798, 573, 945, 646]
park-text: Are now Showing their SECOND SHIPMENT OF NOVELTIES IN SPRING & SUMMER GOODS. Visitors to Timaru during the Show will find the Best Value at PARK AND ANDERSON'S. Our Dressmaking Department is under the Management of Mdlle. de Grenville. bbox=[325, 309, 473, 357]
paragraph: Mr Moss Jonas invites competitive plans to be sent in by Dec. 1 for alterations and additions to the Theatre, such as will make it more suitable to its requirements. A premium of £25 is offered for the best plan. bbox=[483, 377, 630, 417]
news-items bbox=[483, 222, 629, 645]
british-foreign-heading: BRITISH AND FOREIGN. bbox=[982, 605, 1077, 615]
port-heading: PORT OF TIMARU. bbox=[56, 68, 112, 75]
paragraph: From the North—At 10.20 a.m., 12.30 p.m. (Express) and 8.15 p.m. bbox=[11, 781, 158, 797]
paragraph: There has been some fence destroying by natives at Port Molyneux, but there is no danger of the Volunteers being needed to "demonstrate" down there. bbox=[640, 594, 788, 618]
vienna-date: Vienna, Oct 28. bbox=[1008, 904, 1050, 912]
melbourne-boat-text: Sailed, this afternoon—Union Company's steamship Te Anau, for the Bluff. bbox=[955, 1048, 1103, 1064]
dm-ross: D. M. ROSS. bbox=[223, 656, 260, 663]
